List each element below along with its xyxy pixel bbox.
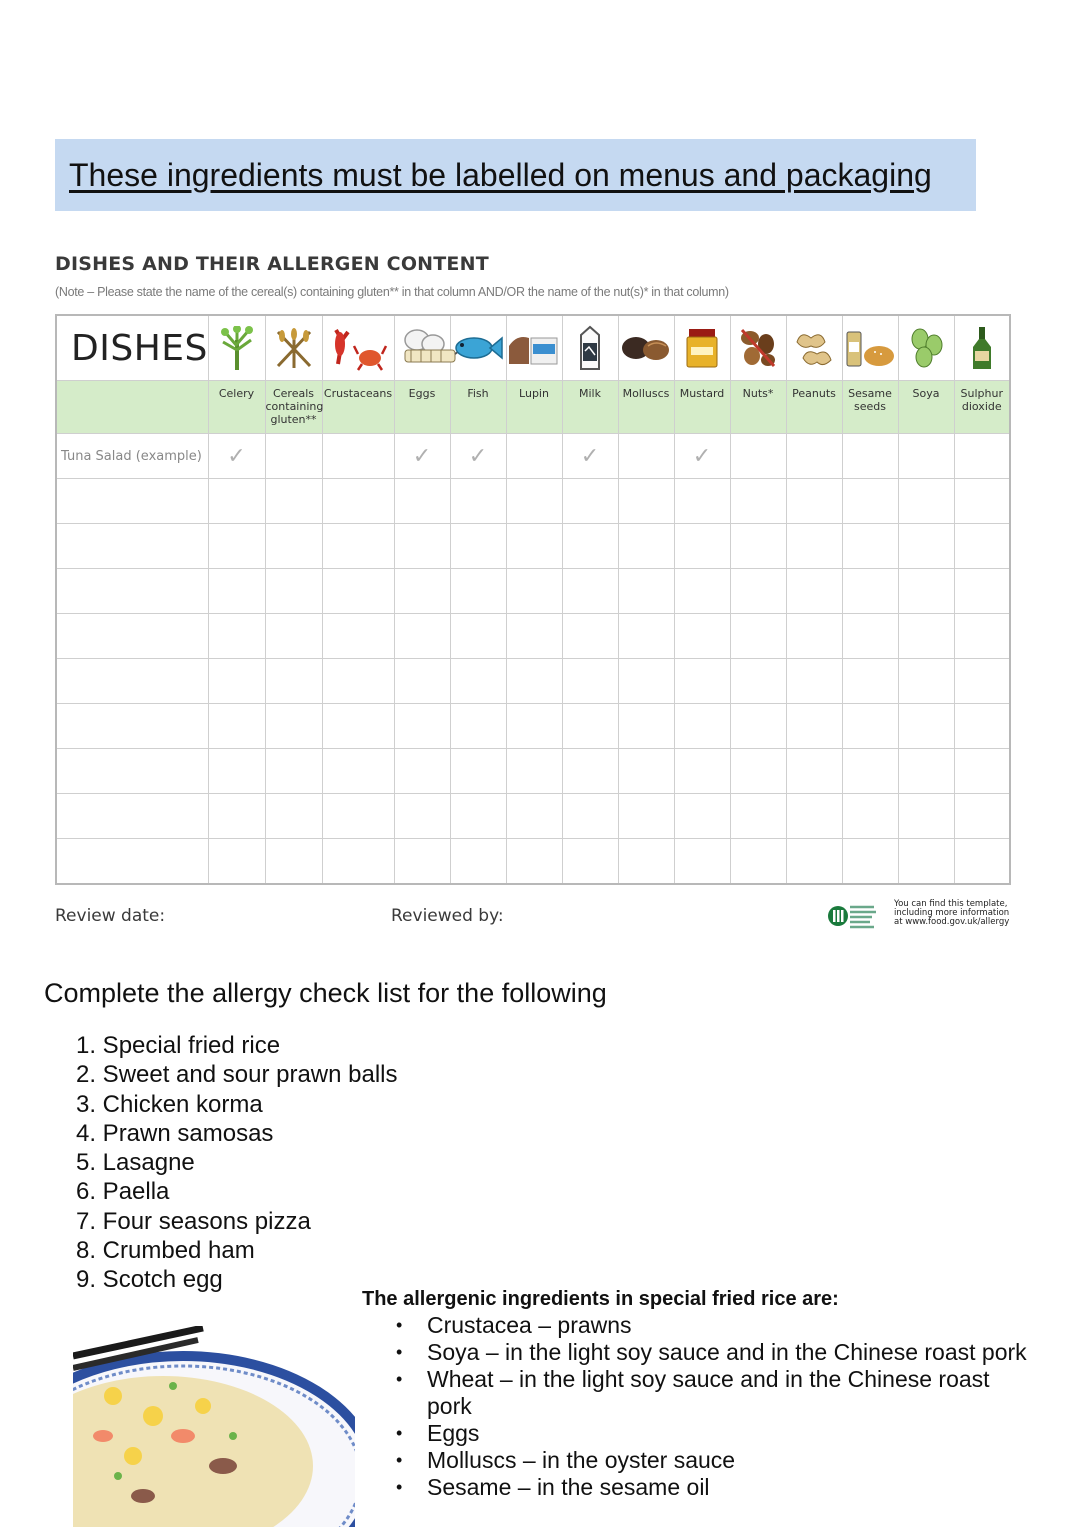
reviewed-by-label: Reviewed by:: [391, 906, 504, 926]
list-item: • Crustacea – prawns: [396, 1312, 1036, 1339]
fsa-logo: [826, 902, 886, 934]
col-soya: Soya: [898, 381, 954, 434]
list-item: 4. Prawn samosas: [76, 1119, 274, 1147]
example-dish-name: Tuna Salad (example): [56, 434, 208, 479]
allergen-cell[interactable]: [730, 794, 786, 839]
allergen-cell[interactable]: [898, 704, 954, 749]
header-blank: [56, 381, 208, 434]
allergen-cell[interactable]: [898, 479, 954, 524]
allergen-cell[interactable]: [954, 569, 1010, 614]
allergen-cell[interactable]: [730, 479, 786, 524]
allergen-cell[interactable]: [265, 839, 322, 885]
allergen-cell[interactable]: [674, 479, 730, 524]
allergen-cell[interactable]: [322, 704, 394, 749]
sulphur-icon: [954, 315, 1010, 381]
allergen-sheet-title: DISHES AND THEIR ALLERGEN CONTENT: [55, 253, 489, 275]
allergen-cell[interactable]: [898, 569, 954, 614]
col-nuts: Nuts*: [730, 381, 786, 434]
table-row: [56, 614, 1010, 659]
col-crustaceans: Crustaceans: [322, 381, 394, 434]
allergen-cell[interactable]: [506, 569, 562, 614]
dishes-heading: DISHES: [56, 315, 208, 381]
allergen-cell[interactable]: [618, 659, 674, 704]
example-cell-5: ✓: [450, 434, 506, 479]
allergen-cell[interactable]: [618, 749, 674, 794]
allergen-cell[interactable]: [842, 479, 898, 524]
allergen-cell[interactable]: [618, 524, 674, 569]
list-item: • Sesame – in the sesame oil: [396, 1474, 1036, 1501]
col-eggs: Eggs: [394, 381, 450, 434]
example-cell-6: [506, 434, 562, 479]
allergen-cell[interactable]: [898, 749, 954, 794]
allergen-cell[interactable]: [208, 704, 265, 749]
allergen-cell[interactable]: [674, 569, 730, 614]
allergen-cell[interactable]: [954, 749, 1010, 794]
allergen-cell[interactable]: [265, 749, 322, 794]
allergen-cell[interactable]: [730, 569, 786, 614]
allergen-cell[interactable]: [322, 794, 394, 839]
allergen-cell[interactable]: [208, 569, 265, 614]
allergen-cell[interactable]: [842, 839, 898, 885]
allergen-cell[interactable]: [394, 569, 450, 614]
table-row: [56, 659, 1010, 704]
dish-name-cell[interactable]: [56, 749, 208, 794]
allergen-cell[interactable]: [208, 614, 265, 659]
allergen-cell[interactable]: [786, 524, 842, 569]
banner-heading: These ingredients must be labelled on menus and packaging: [69, 157, 932, 193]
allergen-cell[interactable]: [842, 794, 898, 839]
allergen-cell[interactable]: [265, 614, 322, 659]
dish-name-cell[interactable]: [56, 794, 208, 839]
allergen-cell[interactable]: [265, 794, 322, 839]
allergen-cell[interactable]: [208, 479, 265, 524]
example-cell-4: ✓: [394, 434, 450, 479]
col-sesame: Sesame seeds: [842, 381, 898, 434]
allergen-cell[interactable]: [506, 524, 562, 569]
allergen-cell[interactable]: [898, 839, 954, 885]
allergen-cell[interactable]: [394, 749, 450, 794]
allergen-cell[interactable]: [450, 704, 506, 749]
col-fish: Fish: [450, 381, 506, 434]
allergen-cell[interactable]: [394, 794, 450, 839]
allergen-cell[interactable]: [842, 614, 898, 659]
allergen-cell[interactable]: [506, 659, 562, 704]
allergen-cell[interactable]: [898, 614, 954, 659]
col-celery: Celery: [208, 381, 265, 434]
allergen-cell[interactable]: [842, 524, 898, 569]
dishes-list: [76, 1031, 398, 1295]
allergen-cell[interactable]: [450, 479, 506, 524]
sesame-icon: [842, 315, 898, 381]
allergen-cell[interactable]: [208, 839, 265, 885]
allergen-table: [55, 314, 1011, 885]
allergen-cell[interactable]: [322, 614, 394, 659]
list-item: 6. Paella: [76, 1178, 170, 1206]
allergen-cell[interactable]: [954, 704, 1010, 749]
allergen-cell[interactable]: [450, 839, 506, 885]
allergen-cell[interactable]: [562, 749, 618, 794]
milk-icon: [562, 315, 618, 381]
list-item: • Soya – in the light soy sauce and in the Chinese roast pork: [396, 1339, 1036, 1366]
allergen-cell[interactable]: [394, 704, 450, 749]
allergen-cell[interactable]: [394, 479, 450, 524]
example-cell-8: [618, 434, 674, 479]
allergen-cell[interactable]: [208, 659, 265, 704]
allergen-cell[interactable]: [954, 839, 1010, 885]
allergen-cell[interactable]: [562, 839, 618, 885]
example-cell-11: [786, 434, 842, 479]
example-cell-7: ✓: [562, 434, 618, 479]
example-cell-3: [322, 434, 394, 479]
title-banner: [55, 139, 976, 211]
molluscs-icon: [618, 315, 674, 381]
allergen-cell[interactable]: [730, 659, 786, 704]
example-cell-13: [898, 434, 954, 479]
allergen-cell[interactable]: [394, 659, 450, 704]
allergen-cell[interactable]: [394, 839, 450, 885]
allergen-cell[interactable]: [322, 749, 394, 794]
lupin-icon: [506, 315, 562, 381]
fsa-template-note: You can find this template, including more information at www.food.gov.uk/allergy: [894, 899, 1010, 927]
allergen-cell[interactable]: [674, 614, 730, 659]
example-cell-9: ✓: [674, 434, 730, 479]
col-cereals: Cereals containing gluten**: [265, 381, 322, 434]
eggs-icon: [394, 315, 450, 381]
soya-icon: [898, 315, 954, 381]
dish-name-cell[interactable]: [56, 479, 208, 524]
allergen-cell[interactable]: [786, 704, 842, 749]
allergen-cell[interactable]: [394, 524, 450, 569]
col-milk: Milk: [562, 381, 618, 434]
allergen-cell[interactable]: [730, 614, 786, 659]
allergen-cell[interactable]: [730, 704, 786, 749]
allergen-cell[interactable]: [562, 659, 618, 704]
allergen-cell[interactable]: [786, 569, 842, 614]
allergen-cell[interactable]: [208, 749, 265, 794]
list-item: 9. Scotch egg: [76, 1266, 223, 1294]
allergen-cell[interactable]: [954, 524, 1010, 569]
allergen-cell[interactable]: [842, 659, 898, 704]
example-cell-1: ✓: [208, 434, 265, 479]
allergen-cell[interactable]: [506, 839, 562, 885]
example-cell-10: [730, 434, 786, 479]
nuts-icon: [730, 315, 786, 381]
mustard-icon: [674, 315, 730, 381]
allergen-cell[interactable]: [954, 794, 1010, 839]
allergen-cell[interactable]: [208, 524, 265, 569]
allergen-cell[interactable]: [674, 794, 730, 839]
allergen-cell[interactable]: [674, 524, 730, 569]
example-cell-12: [842, 434, 898, 479]
allergen-cell[interactable]: [618, 839, 674, 885]
dish-name-cell[interactable]: [56, 569, 208, 614]
allergen-cell[interactable]: [786, 479, 842, 524]
list-item: 8. Crumbed ham: [76, 1237, 255, 1265]
task-instruction: Complete the allergy check list for the following: [44, 978, 607, 1008]
dish-name-cell[interactable]: [56, 839, 208, 885]
cereals-icon: [265, 315, 322, 381]
allergen-cell[interactable]: [730, 524, 786, 569]
dish-name-cell[interactable]: [56, 659, 208, 704]
allergen-cell[interactable]: [674, 704, 730, 749]
allergen-cell[interactable]: [562, 569, 618, 614]
example-cell-2: [265, 434, 322, 479]
allergen-cell[interactable]: [450, 659, 506, 704]
allergen-cell[interactable]: [265, 569, 322, 614]
list-item: • Molluscs – in the oyster sauce: [396, 1447, 1036, 1474]
allergen-cell[interactable]: [450, 794, 506, 839]
table-row: [56, 749, 1010, 794]
allergen-cell[interactable]: [450, 524, 506, 569]
dish-name-cell[interactable]: [56, 614, 208, 659]
allergen-cell[interactable]: [506, 479, 562, 524]
allergen-cell[interactable]: [954, 479, 1010, 524]
allergen-cell[interactable]: [562, 704, 618, 749]
allergen-cell[interactable]: [322, 839, 394, 885]
peanuts-icon: [786, 315, 842, 381]
col-lupin: Lupin: [506, 381, 562, 434]
allergen-cell[interactable]: [842, 569, 898, 614]
allergen-cell[interactable]: [730, 839, 786, 885]
allergen-cell[interactable]: [450, 569, 506, 614]
table-row: [56, 704, 1010, 749]
allergen-cell[interactable]: [265, 479, 322, 524]
allergen-cell[interactable]: [898, 794, 954, 839]
allergen-cell[interactable]: [450, 614, 506, 659]
allergen-cell[interactable]: [842, 704, 898, 749]
list-item: • Wheat – in the light soy sauce and in the Chinese roast pork: [396, 1366, 1036, 1420]
allergen-cell[interactable]: [562, 614, 618, 659]
fish-icon: [450, 315, 506, 381]
allergen-cell[interactable]: [674, 839, 730, 885]
list-item: 7. Four seasons pizza: [76, 1207, 311, 1235]
celery-icon: [208, 315, 265, 381]
allergen-cell[interactable]: [394, 614, 450, 659]
allergen-cell[interactable]: [450, 749, 506, 794]
list-item: 1. Special fried rice: [76, 1032, 281, 1059]
allergen-cell[interactable]: [618, 794, 674, 839]
allergen-cell[interactable]: [562, 479, 618, 524]
allergen-cell[interactable]: [506, 614, 562, 659]
allergen-cell[interactable]: [322, 659, 394, 704]
col-molluscs: Molluscs: [618, 381, 674, 434]
allergen-cell[interactable]: [562, 794, 618, 839]
allergen-cell[interactable]: [322, 524, 394, 569]
fried-rice-photo: [73, 1326, 355, 1527]
allergen-cell[interactable]: [730, 749, 786, 794]
allergen-cell[interactable]: [208, 794, 265, 839]
allergen-cell[interactable]: [786, 839, 842, 885]
col-peanuts: Peanuts: [786, 381, 842, 434]
table-row: [56, 479, 1010, 524]
col-sulphur: Sulphur dioxide: [954, 381, 1010, 434]
allergen-cell[interactable]: [674, 749, 730, 794]
allergen-cell[interactable]: [786, 614, 842, 659]
table-row: [56, 524, 1010, 569]
icon-row: [56, 315, 1010, 381]
col-mustard: Mustard: [674, 381, 730, 434]
answer-list: [396, 1312, 1036, 1501]
allergen-cell[interactable]: [618, 569, 674, 614]
table-row: [56, 839, 1010, 885]
allergen-cell[interactable]: [898, 524, 954, 569]
dish-name-cell[interactable]: [56, 524, 208, 569]
example-cell-14: [954, 434, 1010, 479]
list-item: 2. Sweet and sour prawn balls: [76, 1061, 398, 1089]
allergen-cell[interactable]: [562, 524, 618, 569]
allergen-cell[interactable]: [322, 569, 394, 614]
answer-heading: The allergenic ingredients in special fried rice are:: [362, 1288, 839, 1310]
dish-name-cell[interactable]: [56, 704, 208, 749]
allergen-cell[interactable]: [954, 614, 1010, 659]
list-item: 3. Chicken korma: [76, 1090, 263, 1118]
allergen-cell[interactable]: [842, 749, 898, 794]
allergen-cell[interactable]: [506, 749, 562, 794]
allergen-cell[interactable]: [265, 524, 322, 569]
allergen-cell[interactable]: [954, 659, 1010, 704]
allergen-cell[interactable]: [618, 479, 674, 524]
table-row: [56, 794, 1010, 839]
allergen-cell[interactable]: [265, 659, 322, 704]
allergen-cell[interactable]: [786, 749, 842, 794]
allergen-cell[interactable]: [322, 479, 394, 524]
allergen-cell[interactable]: [786, 659, 842, 704]
allergen-cell[interactable]: [898, 659, 954, 704]
review-date-label: Review date:: [55, 906, 166, 926]
allergen-sheet-note: (Note – Please state the name of the cereal(s) containing gluten** in that column AND/OR the name of the nut(s)* in that column): [55, 285, 729, 299]
allergen-cell[interactable]: [618, 704, 674, 749]
allergen-cell[interactable]: [506, 794, 562, 839]
column-header-row: [56, 381, 1010, 434]
allergen-cell[interactable]: [618, 614, 674, 659]
table-row: [56, 569, 1010, 614]
example-row: [56, 434, 1010, 479]
allergen-cell[interactable]: [674, 659, 730, 704]
list-item: 5. Lasagne: [76, 1149, 195, 1177]
crustaceans-icon: [322, 315, 394, 381]
allergen-cell[interactable]: [786, 794, 842, 839]
allergen-cell[interactable]: [506, 704, 562, 749]
list-item: • Eggs: [396, 1420, 1036, 1447]
allergen-cell[interactable]: [265, 704, 322, 749]
